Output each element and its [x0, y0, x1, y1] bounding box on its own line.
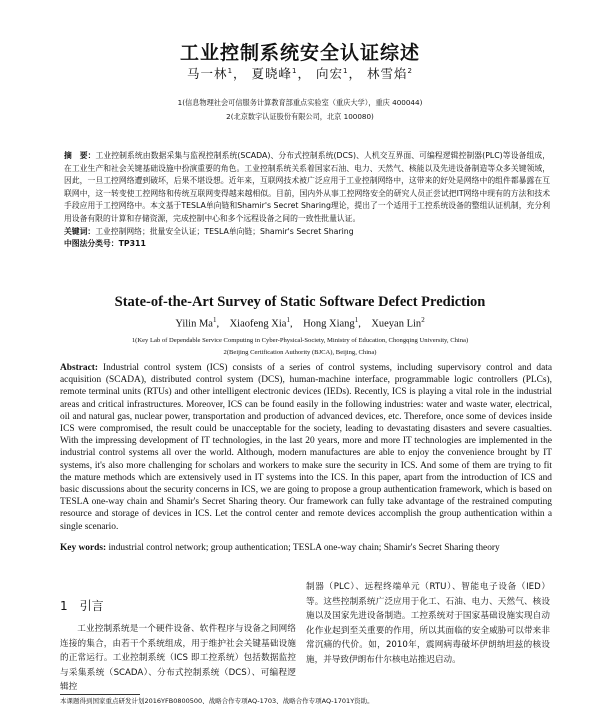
- english-author-list: Yilin Ma$^1$, Xiaofeng Xia$^1$, Hong Xiang$^1$, Xueyan Lin$^2$: [175, 316, 425, 330]
- author-sup: 1: [227, 66, 234, 75]
- english-affiliation-1: 1(Key Lab of Dependable Service Computing in Cyber-Physical-Society, Ministry of Education, Chongqing University, China): [131, 337, 469, 344]
- english-abstract-label: Abstract:: [60, 363, 99, 373]
- english-affiliation-2: 2(Beijing Certification Authority (BJCA), Beijing, China): [223, 349, 377, 356]
- chinese-keywords: [64, 226, 550, 238]
- chinese-keywords-text: 工业控制网络；批量安全认证；TESLA单向链；Shamir's Secret Sharing: [95, 227, 354, 236]
- english-abstract-text: Industrial control system (ICS) consists of a series of control systems, including supervisory control and data acquisition (SCADA), distributed control system (DCS), human-machine interface, programmable logic controllers (PLCs), remote terminal units (RTUs) and other intelligent electronic devices (IEDs). Recently, ICS is playing a vital role in the industrial areas and critical infrastructures. Moreover, ICS can be found easily in the following industries: water and waste water, electrical, oil and natural gas, nuclear power, transportation and production of advanced devices, etc. Therefore, once some of devices inside ICS were compromised, the result could be unacceptable for the society, leading to devastating disasters and severe casualties. With the impressing development of IT technologies, in the last 20 years, more and more IT technologies are implemented in the industrial control systems all over the world. Although, modern manufactures are able to enjoy the convenience brought by IT systems, it's also more challenging for scholars and workers to make sure the security in ICS. And some of them are trying to fit the mature methods which are extensively used in IT systems into the ICS. In this paper, apart from the introduction of ICS and basic discussions about the security concerns in ICS, we are going to propose a group authentication framework, which is based on TESLA one-way chain and Shamir's Secret Sharing theory. Our framework can fully take advantage of the restrained computing resource and storage of devices in ICS. Let the control center and remote devices accomplish the group authentication within a single scenario.: [60, 363, 552, 532]
- chinese-affiliation-2: 2(北京数字认证股份有限公司，北京 100080): [226, 112, 374, 121]
- english-keywords-text: industrial control network; group authentication; TESLA one-way chain; Shamir's Secret Sharing theory: [108, 543, 500, 553]
- author-name: Yilin Ma: [175, 318, 213, 330]
- english-abstract: [60, 362, 552, 533]
- author-name: 马一林: [187, 66, 228, 81]
- body-left-column: 工业控制系统是一个硬件设备、软件程序与设备之间网络连接的集合，由若干个系统组成，用于维护社会关键基础设施的正常运行。工业控制系统（ICS 即工控系统）包括数据监控与采集系统（SCADA）、分布式控制系统（DCS）、可编程逻辑控: [60, 624, 296, 693]
- author-sup: 2: [407, 66, 413, 75]
- chinese-author-list: 马一林$^1$， 夏晓峰$^1$， 向宏$^1$， 林雪焰$^2$: [187, 66, 413, 81]
- author-name: Hong Xiang: [303, 318, 355, 330]
- classification-label: 中图法分类号：: [64, 239, 119, 248]
- english-title: State-of-the-Art Survey of Static Software Defect Prediction: [114, 294, 486, 310]
- author-sup: 1: [354, 316, 359, 324]
- footnote-divider: [60, 694, 140, 695]
- chinese-title: 工业控制系统安全认证综述: [179, 42, 420, 64]
- chinese-abstract-text: 工业控制系统由数据采集与监视控制系统(SCADA)、分布式控制系统(DCS)、人机交互界面、可编程逻辑控制器(PLC)等设备组成，在工业生产和社会关键基础设施中扮演重要的角色。工业控制系统关系着国家石油、电力、天然气、核能以及先进设备制造等众多关键领域，因此，一旦工控网络遭到破坏，后果不堪设想。近年来，互联网技术被广泛应用于工业控制网络中，这带来的好处是网络中的组件都暴露在互联网中，这一转变使工控网络和传统互联网变得越来越相似。目前，国内外从事工控网络安全的研究人员正尝试把IT网络中现有的方法和技术手段应用于工控网络中。本文基于TESLA单向链和Shamir's Secret Sharing理论，提出了一个适用于工控系统设备的整组认证机制，充分利用设备有限的计算和存储资源，完成控制中心和多个远程设备之间的一致性批量认证。: [64, 151, 551, 223]
- author-name: 林雪焰: [366, 66, 408, 81]
- english-keywords-label: Key words:: [60, 543, 107, 553]
- author-sup: 1: [212, 316, 217, 324]
- classification-number: [64, 238, 550, 250]
- author-sup: 1: [292, 66, 298, 75]
- author-name: 向宏: [315, 66, 343, 81]
- body-right-column: 制器（PLC）、远程终端单元（RTU）、智能电子设备（IED）等。这些控制系统广泛应用于化工、石油、电力、天然气、核设施以及国家先进设备制造。工控系统对于国家基础设施实现自动化作业起到至关重要的作用，所以其面临的安全威胁可以带来非常沉痛的代价。如，2010年，震网病毒破坏伊朗纳坦兹的核设施，并导致伊朗布什尔核电站推迟启动。: [306, 582, 550, 665]
- chinese-abstract: [64, 150, 550, 226]
- chinese-affiliation-1: 1(信息物理社会可信服务计算教育部重点实验室（重庆大学），重庆 400044): [177, 98, 423, 107]
- author-name: Xiaofeng Xia: [229, 318, 287, 330]
- chinese-abstract-label: 摘 要：: [64, 151, 96, 160]
- author-sup: 1: [343, 66, 349, 75]
- english-keywords: [60, 542, 552, 554]
- chinese-keywords-label: 关键词：: [64, 227, 96, 236]
- author-sup: 2: [421, 316, 425, 324]
- author-sup: 1: [286, 316, 290, 324]
- funding-footnote: 本课题得到国家重点研发计划2016YFB0800500、战略合作专项AQ-1703、战略合作专项AQ-1701Y资助。: [60, 697, 374, 705]
- author-name: Xueyan Lin: [371, 318, 422, 330]
- author-name: 夏晓峰: [251, 66, 293, 81]
- section-heading: 1 引言: [60, 599, 104, 613]
- classification-value: TP311: [118, 239, 146, 248]
